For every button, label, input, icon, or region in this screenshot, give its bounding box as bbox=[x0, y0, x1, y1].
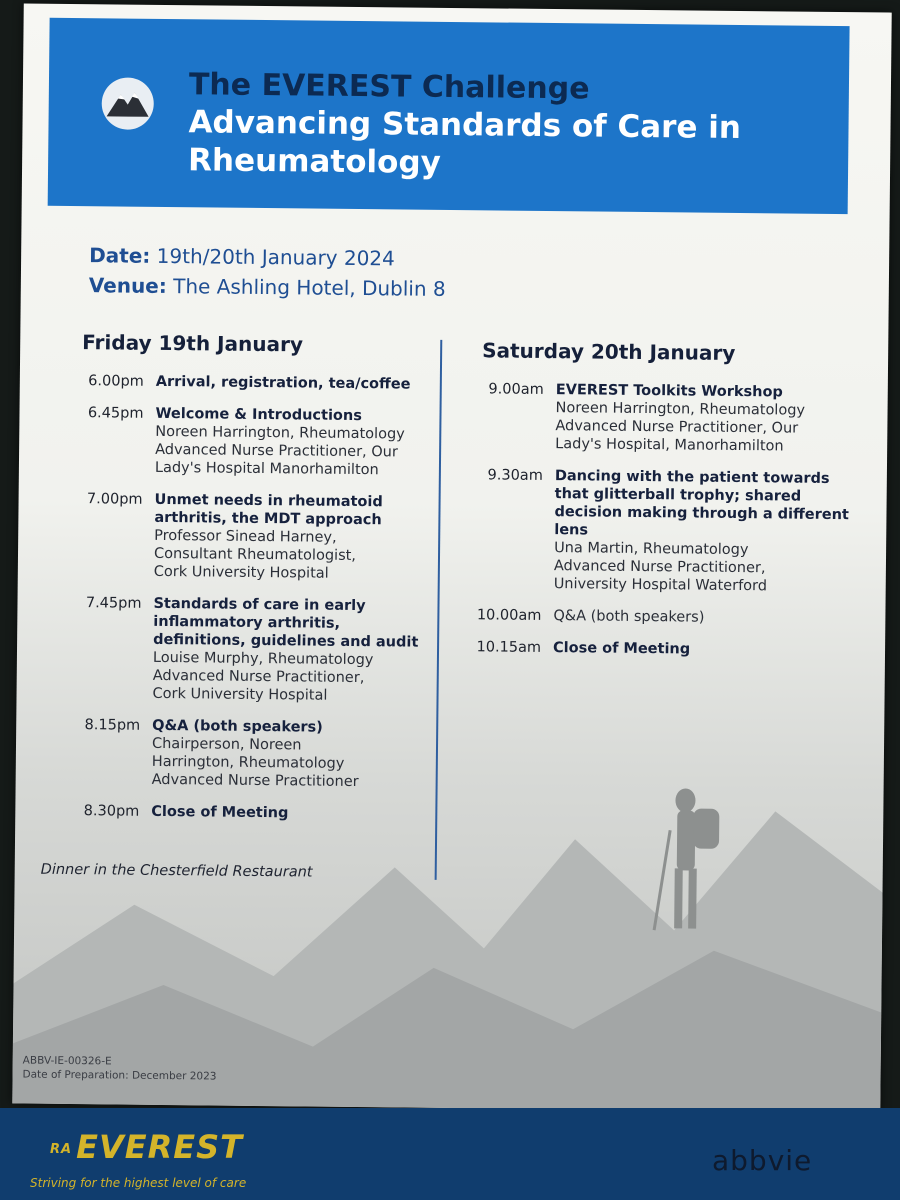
item-time: 7.00pm bbox=[86, 491, 143, 508]
item-body bbox=[152, 717, 419, 792]
item-time: 6.45pm bbox=[87, 405, 144, 422]
schedule-item bbox=[450, 466, 851, 596]
schedule-item bbox=[449, 606, 849, 628]
document-code bbox=[22, 1054, 216, 1084]
item-title: Arrival, registration, tea/coffee bbox=[155, 373, 411, 393]
schedule-item bbox=[449, 638, 849, 660]
item-title: EVEREST Toolkits Workshop bbox=[555, 382, 783, 401]
date-value: 19th/20th January 2024 bbox=[156, 243, 395, 271]
item-speaker-line: Advanced Nurse Practitioner, bbox=[553, 558, 766, 577]
item-time: 9.00am bbox=[488, 381, 544, 398]
item-speaker-line: Noreen Harrington, Rheumatology bbox=[555, 400, 806, 419]
event-meta bbox=[89, 240, 446, 304]
item-speaker-line: Lady's Hospital Manorhamilton bbox=[154, 459, 379, 479]
item-body bbox=[554, 467, 851, 596]
item-title: Close of Meeting bbox=[151, 803, 289, 822]
item-time: 7.45pm bbox=[85, 595, 142, 612]
item-body bbox=[151, 803, 417, 824]
item-speaker-line: Chairperson, Noreen bbox=[151, 735, 302, 754]
friday-column bbox=[47, 330, 422, 838]
item-speaker-line: Una Martin, Rheumatology bbox=[554, 540, 749, 559]
everest-brand-logo bbox=[50, 1128, 243, 1166]
item-speaker-line: University Hospital Waterford bbox=[553, 576, 768, 595]
event-subtitle: Advancing Standards of Care in Rheumatology bbox=[187, 104, 742, 181]
item-speaker-line: Advanced Nurse Practitioner bbox=[151, 771, 359, 791]
item-speaker-line: Cork University Hospital bbox=[153, 563, 329, 582]
item-title: Close of Meeting bbox=[552, 640, 691, 658]
item-title: Unmet needs in rheumatoid arthritis, the MDT approach bbox=[154, 491, 383, 529]
item-time: 10.00am bbox=[476, 607, 542, 624]
item-time: 8.15pm bbox=[84, 717, 141, 734]
mountain-logo-icon bbox=[100, 76, 155, 131]
item-body bbox=[155, 405, 422, 480]
schedule-item bbox=[52, 372, 422, 394]
saturday-column bbox=[449, 338, 852, 674]
item-body bbox=[152, 595, 419, 706]
venue-value: The Ashling Hotel, Dublin 8 bbox=[173, 274, 446, 301]
item-title: Standards of care in early inflammatory arthritis, definitions, guidelines and audit bbox=[153, 595, 419, 651]
item-speaker-line: Advanced Nurse Practitioner, bbox=[152, 667, 365, 687]
schedule-item bbox=[48, 594, 419, 706]
date-label: Date: bbox=[89, 243, 151, 268]
item-speaker-line: Cork University Hospital bbox=[152, 685, 328, 704]
venue-row bbox=[89, 270, 446, 304]
preparation-date: Date of Preparation: December 2023 bbox=[22, 1068, 217, 1083]
item-speaker-line: Louise Murphy, Rheumatology bbox=[152, 649, 374, 669]
item-time: 8.30pm bbox=[83, 803, 140, 820]
dinner-note: Dinner in the Chesterfield Restaurant bbox=[40, 861, 313, 881]
item-title: Q&A (both speakers) bbox=[152, 717, 323, 736]
saturday-heading: Saturday 20th January bbox=[482, 338, 736, 365]
item-speaker-line: Consultant Rheumatologist, bbox=[153, 545, 357, 564]
item-speaker-line: Advanced Nurse Practitioner, Our bbox=[155, 441, 398, 461]
item-body bbox=[156, 373, 422, 394]
schedule-item bbox=[451, 380, 852, 456]
item-speaker-line: Noreen Harrington, Rheumatology bbox=[155, 423, 405, 443]
saturday-schedule bbox=[449, 380, 852, 660]
footer-bar bbox=[0, 1108, 900, 1200]
sponsor-logo: abbvie bbox=[712, 1144, 813, 1177]
item-speaker-line: Harrington, Rheumatology bbox=[151, 753, 345, 772]
schedule-item bbox=[50, 490, 421, 584]
item-title: Dancing with the patient towards that glitterball trophy; shared decision making through a different lens bbox=[554, 468, 849, 539]
item-time: 10.15am bbox=[476, 639, 542, 656]
schedule-item bbox=[51, 404, 422, 480]
item-title: Welcome & Introductions bbox=[155, 405, 362, 425]
item-body bbox=[553, 607, 849, 628]
friday-heading: Friday 19th January bbox=[82, 330, 304, 357]
event-title: The EVEREST Challenge bbox=[188, 67, 590, 107]
item-time: 6.00pm bbox=[88, 373, 144, 390]
item-body bbox=[553, 639, 849, 660]
venue-label: Venue: bbox=[88, 273, 167, 298]
item-speaker-line: Q&A (both speakers) bbox=[553, 608, 705, 626]
item-body bbox=[555, 381, 852, 456]
item-speaker-line: Lady's Hospital, Manorhamilton bbox=[555, 436, 784, 455]
agenda-sheet bbox=[12, 3, 891, 1112]
brand-name: EVEREST bbox=[76, 1128, 243, 1166]
schedule-item bbox=[47, 802, 417, 824]
brand-prefix: RA bbox=[50, 1141, 73, 1157]
schedule-item bbox=[48, 716, 419, 792]
item-body bbox=[154, 491, 421, 584]
title-banner bbox=[48, 18, 850, 214]
date-row bbox=[89, 240, 446, 274]
brand-tagline: Striving for the highest level of care bbox=[30, 1176, 247, 1190]
job-code: ABBV-IE-00326-E bbox=[22, 1054, 112, 1068]
item-time: 9.30am bbox=[487, 467, 543, 484]
friday-schedule bbox=[47, 372, 422, 824]
item-speaker-line: Advanced Nurse Practitioner, Our bbox=[555, 418, 799, 437]
item-speaker-line: Professor Sinead Harney, bbox=[154, 527, 337, 546]
